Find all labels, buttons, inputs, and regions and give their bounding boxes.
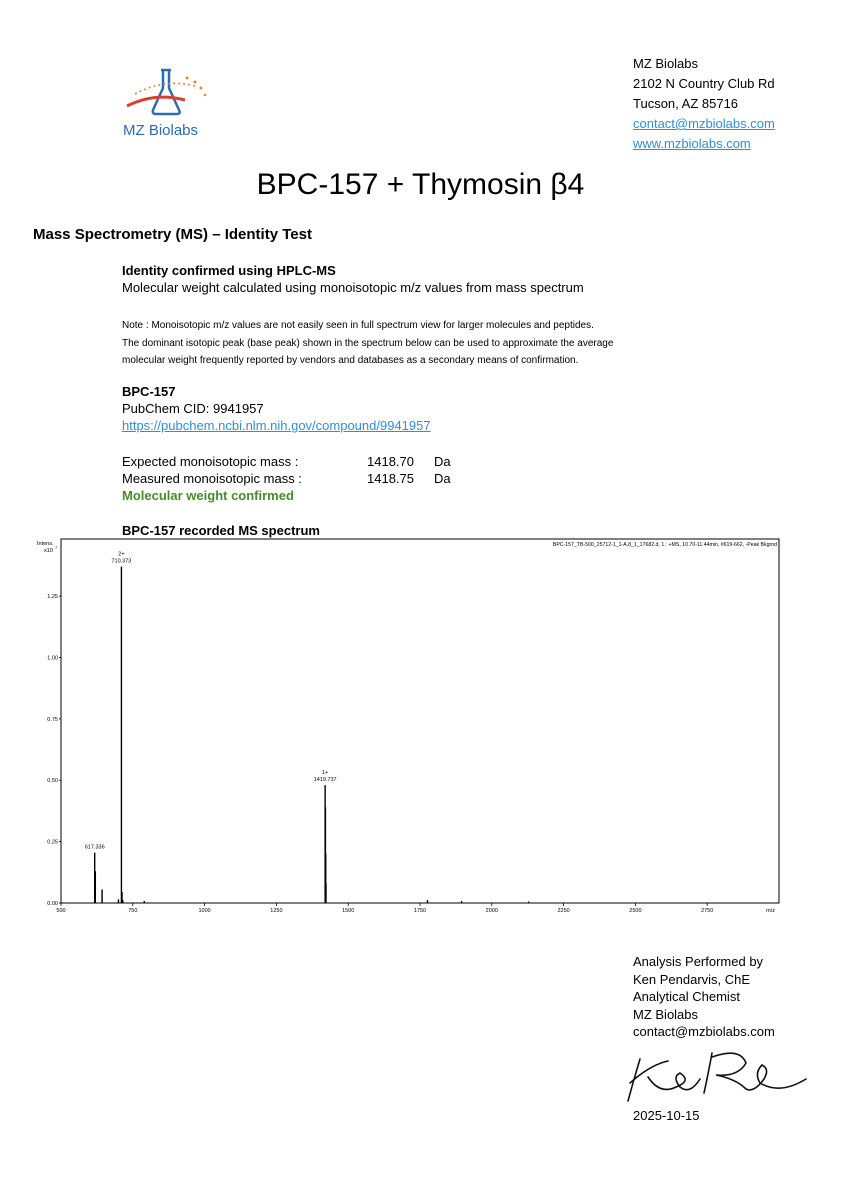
spectrum-title: BPC-157 recorded MS spectrum	[122, 523, 320, 538]
compound-cid: PubChem CID: 9941957	[122, 401, 264, 416]
peak-mz-label: 1419.737	[313, 777, 337, 784]
address-street: 2102 N Country Club Rd	[633, 76, 775, 91]
y-axis-scale-label: x10	[44, 548, 53, 554]
y-axis-label: Intens.	[37, 541, 54, 547]
analyst-block	[633, 953, 775, 1041]
expected-mass-unit: Da	[434, 454, 451, 469]
peak-charge-label: 2+	[118, 551, 125, 558]
address-website-link[interactable]: www.mzbiolabs.com	[633, 136, 751, 151]
measured-mass-unit: Da	[434, 471, 451, 486]
logo-text: MZ Biolabs	[123, 122, 199, 139]
expected-mass-value: 1418.70	[367, 454, 414, 469]
x-tick-label: 2750	[701, 908, 714, 914]
analyst-role: Analytical Chemist	[633, 989, 740, 1004]
x-tick-label: 1750	[413, 908, 427, 914]
peak-mz-label: 617.336	[84, 844, 105, 851]
analysis-date: 2025-10-15	[633, 1108, 700, 1123]
signature-image	[620, 1043, 810, 1105]
y-tick-label: 1.00	[47, 655, 58, 662]
peak-mz-label: 710.373	[111, 558, 132, 565]
address-company: MZ Biolabs	[633, 56, 699, 71]
x-tick-label: 2250	[557, 908, 570, 914]
note-line-1: Note : Monoisotopic m/z values are not easily seen in full spectrum view for larger molecules and peptides.	[122, 320, 594, 331]
identity-subheading: Molecular weight calculated using monoisotopic m/z values from mass spectrum	[122, 280, 584, 295]
y-tick-label: 0.00	[47, 901, 58, 907]
x-tick-label: 1000	[198, 908, 211, 914]
measured-mass-label: Measured monoisotopic mass :	[122, 471, 302, 486]
note-line-3: molecular weight frequently reported by vendors and databases as a secondary means of confirmation.	[122, 355, 579, 366]
expected-mass-label: Expected monoisotopic mass :	[122, 454, 299, 469]
section-title: Mass Spectrometry (MS) – Identity Test	[33, 226, 312, 243]
address-city: Tucson, AZ 85716	[633, 96, 739, 111]
x-tick-label: 2000	[485, 908, 498, 914]
compound-name: BPC-157	[122, 384, 176, 399]
analyst-email: contact@mzbiolabs.com	[633, 1024, 775, 1039]
note-line-2: The dominant isotopic peak (base peak) shown in the spectrum below can be used to approximate the average	[122, 337, 614, 349]
measured-mass-value: 1418.75	[367, 471, 414, 486]
x-tick-label: 1250	[270, 908, 283, 914]
analyst-company: MZ Biolabs	[633, 1006, 699, 1022]
plot-frame	[61, 539, 779, 903]
chart-header-text: BPC-157_TB-500_25712-1_1-A,8_1_17682.d, 1.: +MS, 10.70-11.44min, #619-662, -Peak Bkgrnd	[552, 542, 777, 548]
x-tick-label: 500	[56, 908, 66, 914]
y-axis-scale-exponent: 7	[55, 545, 58, 550]
analyst-line1: Analysis Performed by	[633, 954, 764, 969]
y-tick-label: 0.75	[47, 716, 58, 723]
address-block	[633, 54, 775, 154]
peak-charge-label: 1+	[322, 770, 329, 777]
document-title: BPC-157 + Thymosin β4	[256, 168, 585, 201]
note-block	[122, 317, 613, 370]
flask-logo-icon	[125, 64, 215, 120]
ms-spectrum-chart	[0, 535, 841, 920]
y-tick-label: 0.50	[47, 778, 58, 785]
x-tick-label: 750	[128, 908, 138, 914]
x-axis-label: m/z	[766, 908, 775, 914]
pubchem-link[interactable]: https://pubchem.ncbi.nlm.nih.gov/compound/9941957	[122, 418, 431, 433]
confirmation-text: Molecular weight confirmed	[122, 488, 294, 503]
x-tick-label: 2500	[629, 908, 642, 914]
compound-block	[122, 383, 431, 434]
analyst-name: Ken Pendarvis, ChE	[633, 971, 751, 987]
address-email-link[interactable]: contact@mzbiolabs.com	[633, 116, 775, 131]
y-tick-label: 1.25	[47, 594, 58, 601]
identity-block	[122, 262, 584, 296]
identity-heading: Identity confirmed using HPLC-MS	[122, 263, 336, 278]
company-logo	[125, 64, 215, 120]
y-tick-label: 0.25	[47, 839, 58, 846]
x-tick-label: 1500	[342, 908, 355, 914]
